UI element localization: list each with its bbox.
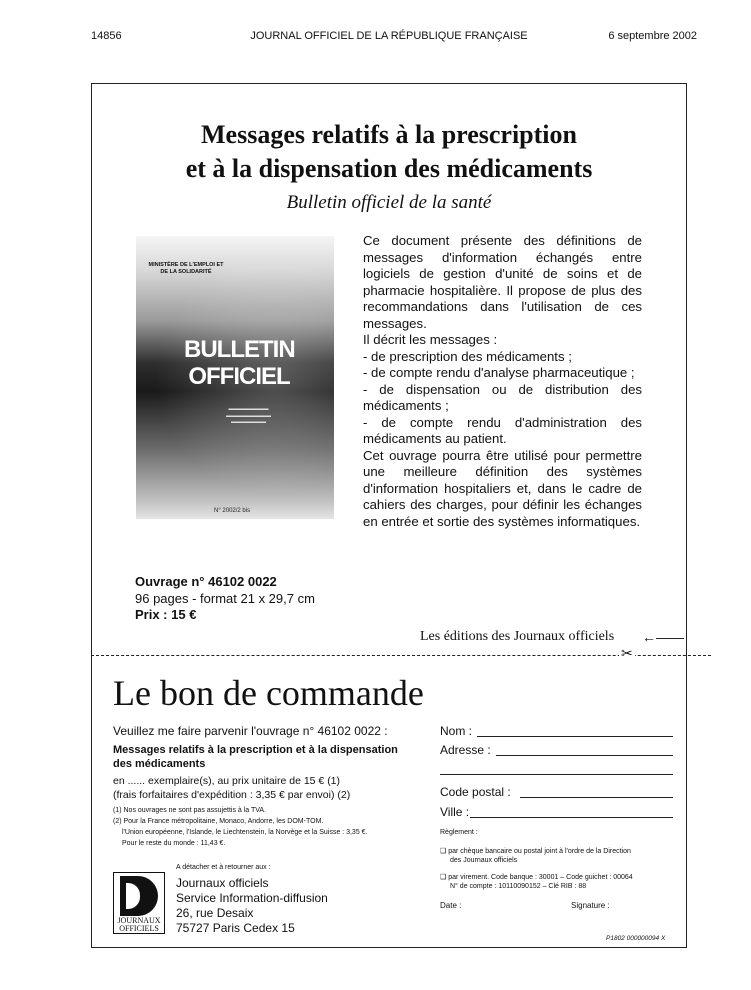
address-line: 26, rue Desaix	[176, 906, 254, 920]
cover-number: N° 2002/2 bis	[214, 508, 251, 514]
ad-title-line1: Messages relatifs à la prescription	[201, 120, 577, 149]
order-form-title: Le bon de commande	[113, 673, 424, 713]
adresse-field[interactable]	[496, 755, 673, 756]
ville-field[interactable]	[470, 817, 673, 818]
order-item-line1: Messages relatifs à la prescription et à la dispensation	[113, 744, 398, 756]
page-number: 14856	[91, 30, 122, 42]
virement-checkbox[interactable]: ❑ par virement. Code banque : 30001 – Code guichet : 00064	[440, 874, 633, 881]
journaux-officiels-logo	[113, 872, 165, 934]
desc-paragraph: - de compte rendu d'analyse pharmaceutique ;	[363, 365, 635, 380]
logo-text-line1: JOURNAUX	[117, 916, 161, 925]
footnote-2-world: Pour le reste du monde : 11,43 €.	[122, 840, 226, 847]
footnote-2-cont: l'Union européenne, l'Islande, le Liechtenstein, la Norvège et la Suisse : 3,35 €.	[122, 829, 368, 836]
signature-label: Signature :	[571, 901, 610, 910]
reglement-label: Règlement :	[440, 829, 478, 836]
cut-line	[91, 655, 711, 656]
ouvrage-number: Ouvrage n° 46102 0022	[135, 574, 277, 589]
address-line: 75727 Paris Cedex 15	[176, 921, 295, 935]
scissors-icon: ✂	[621, 645, 633, 661]
nom-label: Nom :	[440, 724, 473, 738]
ville-label: Ville :	[440, 805, 470, 819]
cheque-checkbox[interactable]: ❑ par chèque bancaire ou postal joint à l'ordre de la Direction	[440, 848, 631, 855]
footnote-2: (2) Pour la France métropolitaine, Monaco, Andorre, les DOM-TOM.	[113, 818, 324, 825]
detach-instruction: A détacher et à retourner aux :	[176, 864, 271, 871]
desc-paragraph: - de prescription des médicaments ;	[363, 348, 572, 364]
bulletin-cover-image	[136, 236, 334, 519]
virement-details: N° de compte : 10110090152 – Clé RIB : 88	[450, 883, 587, 890]
desc-paragraph: - de compte rendu d'administration des médicaments au patient.	[363, 414, 642, 446]
order-quantity-field[interactable]: en ...... exemplaire(s), au prix unitaire de 15 € (1)	[113, 775, 341, 787]
footnote-1: (1) Nos ouvrages ne sont pas assujettis à la TVA.	[113, 807, 267, 814]
ad-description	[363, 233, 642, 530]
arrow-left-icon: ←——	[642, 629, 684, 645]
adresse-label: Adresse :	[440, 743, 491, 757]
header-date: 6 septembre 2002	[608, 30, 697, 42]
ouvrage-pages: 96 pages - format 21 x 29,7 cm	[135, 591, 315, 606]
desc-paragraph: - de dispensation ou de distribution des médicaments ;	[363, 381, 642, 413]
ad-title-line2: et à la dispensation des médicaments	[185, 154, 593, 183]
ouvrage-price: Prix : 15 €	[135, 607, 197, 622]
code-postal-label: Code postal :	[440, 785, 511, 799]
logo-text-line2: OFFICIELS	[119, 924, 159, 933]
adresse-field-line2[interactable]	[440, 774, 673, 775]
return-address	[176, 876, 328, 936]
cheque-option-cont: des Journaux officiels	[450, 857, 518, 864]
address-line: Journaux officiels	[176, 876, 269, 890]
date-label: Date :	[440, 901, 462, 910]
publisher-name: Les éditions des Journaux officiels	[420, 629, 615, 644]
desc-paragraph: Ce document présente des définitions de messages d'information échangés entre logiciels de gestion d'unité de soins et de pharmacie hospitalière. Il propose de plus des recommandations dans l'utilisation de ces messages.	[363, 233, 642, 331]
cover-bulletin-title	[184, 336, 294, 390]
address-line: Service Information-diffusion	[176, 891, 328, 905]
desc-paragraph: Il décrit les messages :	[363, 332, 498, 347]
cover-ministry: MINISTÈRE DE L'EMPLOI ET DE LA SOLIDARITÉ	[148, 262, 224, 275]
order-item-line2: des médicaments	[113, 758, 206, 770]
journal-title: JOURNAL OFFICIEL DE LA RÉPUBLIQUE FRANÇAISE	[250, 30, 528, 42]
cover-bulletin-word: BULLETIN	[184, 336, 295, 363]
order-intro: Veuillez me faire parvenir l'ouvrage n° 46102 0022 :	[113, 724, 388, 738]
desc-paragraph: Cet ouvrage pourra être utilisé pour permettre une meilleure définition des systèmes d'information hospitaliers et, dans le cadre de cahiers des charges, pour définir les échanges en entrée et sortie des systèmes informatiques.	[363, 447, 642, 529]
cover-officiel-word: OFFICIEL	[188, 363, 290, 390]
logo-text	[114, 917, 164, 933]
cover-small-text: ▬▬▬▬▬▬▬▬ ▬▬▬▬▬▬▬▬▬ ▬▬▬▬▬▬▬	[226, 406, 271, 425]
reference-code: P1802 000000094 X	[606, 935, 666, 942]
order-shipping: (frais forfaitaires d'expédition : 3,35 € par envoi) (2)	[113, 789, 351, 801]
code-postal-field[interactable]	[520, 797, 673, 798]
ad-subtitle: Bulletin officiel de la santé	[286, 192, 492, 213]
nom-field[interactable]	[477, 736, 673, 737]
